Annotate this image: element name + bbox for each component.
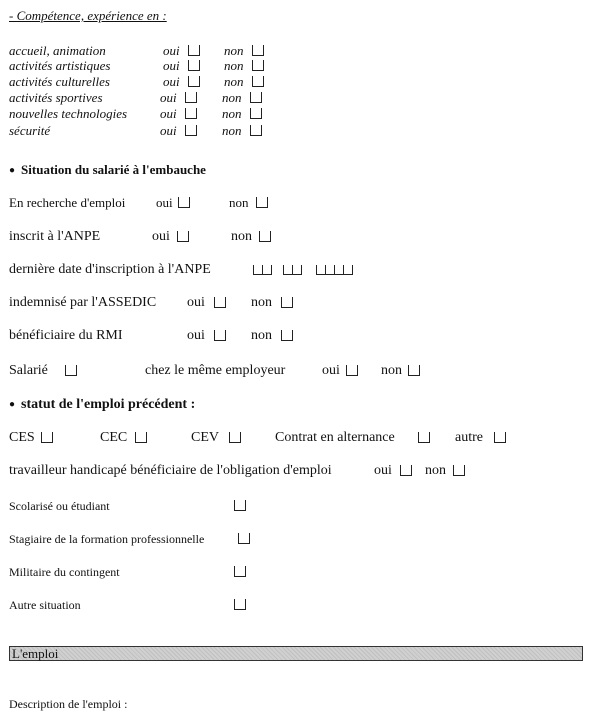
- checkbox-rmi-non[interactable]: [281, 330, 293, 341]
- checkbox-recherche-non[interactable]: [256, 197, 268, 208]
- oui-label: oui: [160, 90, 177, 105]
- description-emploi-label: Description de l'emploi :: [9, 697, 128, 711]
- bullet-icon: ●: [9, 399, 16, 410]
- checkbox-securite-non[interactable]: [250, 125, 262, 136]
- situation-heading: [9, 162, 206, 178]
- alternance-label: Contrat en alternance: [275, 430, 395, 445]
- checkbox-stagiaire[interactable]: [238, 533, 250, 544]
- emploi-section-bar: [9, 646, 583, 661]
- oui-label: oui: [156, 195, 173, 210]
- salarie-label: Salarié: [9, 363, 48, 378]
- oui-label: oui: [163, 58, 180, 73]
- rmi-label: bénéficiaire du RMI: [9, 328, 123, 343]
- checkbox-ces[interactable]: [41, 432, 53, 443]
- checkbox-anpe-oui[interactable]: [177, 231, 189, 242]
- statut-heading: [9, 397, 195, 413]
- checkbox-culturelles-oui[interactable]: [188, 76, 200, 87]
- emploi-section-title: L'emploi: [12, 646, 59, 661]
- oui-label: oui: [152, 229, 170, 244]
- non-label: non: [425, 463, 446, 478]
- militaire-label: Militaire du contingent: [9, 565, 120, 579]
- checkbox-autre-situation[interactable]: [234, 599, 246, 610]
- checkbox-cev[interactable]: [229, 432, 241, 443]
- checkbox-meme-employeur-non[interactable]: [408, 365, 420, 376]
- recherche-label: En recherche d'emploi: [9, 195, 126, 210]
- competence-label-culturelles: activités culturelles: [9, 74, 110, 89]
- date-month-field[interactable]: [283, 265, 302, 275]
- non-label: non: [222, 123, 242, 138]
- non-label: non: [222, 90, 242, 105]
- date-day-field[interactable]: [253, 265, 272, 275]
- statut-heading-text: statut de l'emploi précédent :: [21, 397, 196, 412]
- checkbox-militaire[interactable]: [234, 566, 246, 577]
- competence-label-artistiques: activités artistiques: [9, 58, 111, 73]
- autre-situation-label: Autre situation: [9, 598, 81, 612]
- checkbox-assedic-non[interactable]: [281, 297, 293, 308]
- competence-label-securite: sécurité: [9, 123, 51, 138]
- checkbox-securite-oui[interactable]: [185, 125, 197, 136]
- assedic-label: indemnisé par l'ASSEDIC: [9, 295, 157, 310]
- competence-heading: - Compétence, expérience en :: [9, 8, 167, 23]
- checkbox-anpe-non[interactable]: [259, 231, 271, 242]
- checkbox-scolarise[interactable]: [234, 500, 246, 511]
- checkbox-culturelles-non[interactable]: [252, 76, 264, 87]
- checkbox-handicape-oui[interactable]: [400, 465, 412, 476]
- oui-label: oui: [187, 328, 205, 343]
- non-label: non: [251, 295, 272, 310]
- handicape-label: travailleur handicapé bénéficiaire de l'obligation d'emploi: [9, 463, 332, 478]
- non-label: non: [381, 363, 402, 378]
- checkbox-handicape-non[interactable]: [453, 465, 465, 476]
- oui-label: oui: [187, 295, 205, 310]
- non-label: non: [224, 43, 244, 58]
- oui-label: oui: [374, 463, 392, 478]
- stagiaire-label: Stagiaire de la formation professionnelle: [9, 532, 205, 546]
- situation-heading-text: Situation du salarié à l'embauche: [21, 162, 206, 177]
- checkbox-technologies-oui[interactable]: [185, 108, 197, 119]
- checkbox-sportives-non[interactable]: [250, 92, 262, 103]
- non-label: non: [229, 195, 249, 210]
- oui-label: oui: [322, 363, 340, 378]
- checkbox-rmi-oui[interactable]: [214, 330, 226, 341]
- non-label: non: [222, 106, 242, 121]
- oui-label: oui: [160, 106, 177, 121]
- bullet-icon: ●: [9, 165, 16, 176]
- checkbox-sportives-oui[interactable]: [185, 92, 197, 103]
- checkbox-artistiques-oui[interactable]: [188, 60, 200, 71]
- ces-label: CES: [9, 430, 35, 445]
- checkbox-assedic-oui[interactable]: [214, 297, 226, 308]
- checkbox-accueil-non[interactable]: [252, 45, 264, 56]
- cev-label: CEV: [191, 430, 219, 445]
- cec-label: CEC: [100, 430, 128, 445]
- checkbox-artistiques-non[interactable]: [252, 60, 264, 71]
- meme-employeur-label: chez le même employeur: [145, 363, 286, 378]
- checkbox-cec[interactable]: [135, 432, 147, 443]
- non-label: non: [224, 74, 244, 89]
- checkbox-accueil-oui[interactable]: [188, 45, 200, 56]
- competence-label-sportives: activités sportives: [9, 90, 103, 105]
- non-label: non: [231, 229, 252, 244]
- non-label: non: [251, 328, 272, 343]
- autre-label: autre: [455, 430, 483, 445]
- checkbox-recherche-oui[interactable]: [178, 197, 190, 208]
- checkbox-salarie[interactable]: [65, 365, 77, 376]
- oui-label: oui: [160, 123, 177, 138]
- oui-label: oui: [163, 43, 180, 58]
- competence-label-accueil: accueil, animation: [9, 43, 106, 58]
- checkbox-meme-employeur-oui[interactable]: [346, 365, 358, 376]
- checkbox-autre[interactable]: [494, 432, 506, 443]
- date-year-field[interactable]: [316, 265, 353, 275]
- checkbox-alternance[interactable]: [418, 432, 430, 443]
- anpe-label: inscrit à l'ANPE: [9, 229, 101, 244]
- competence-label-technologies: nouvelles technologies: [9, 106, 128, 121]
- date-inscription-label: dernière date d'inscription à l'ANPE: [9, 262, 211, 277]
- oui-label: oui: [163, 74, 180, 89]
- checkbox-technologies-non[interactable]: [250, 108, 262, 119]
- scolarise-label: Scolarisé ou étudiant: [9, 499, 110, 513]
- non-label: non: [224, 58, 244, 73]
